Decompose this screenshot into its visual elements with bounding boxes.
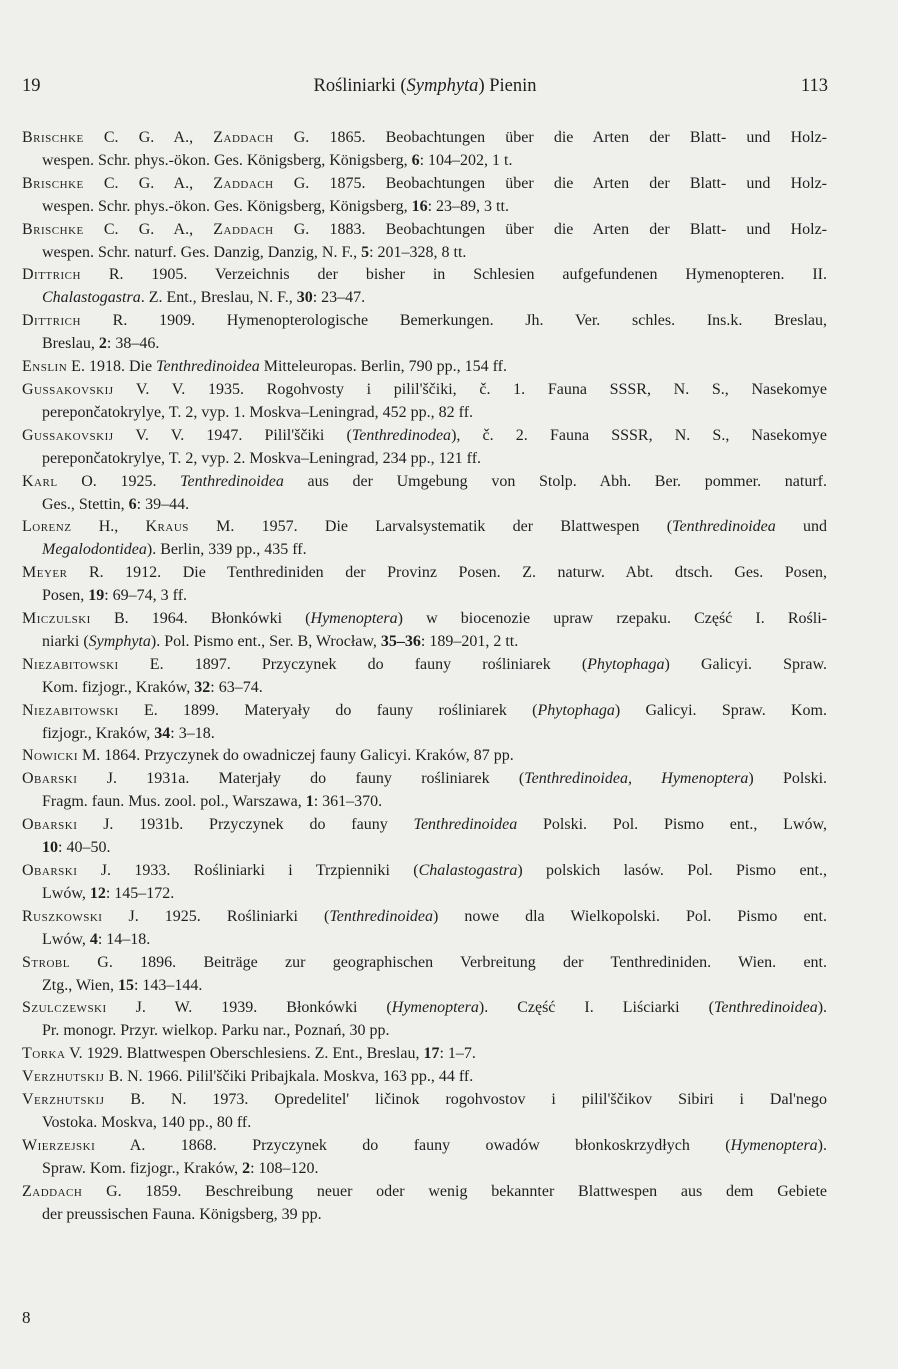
reference-entry: Enslin E. 1918. Die Tenthredinoidea Mitteleuropas. Berlin, 790 pp., 154 ff. <box>22 358 507 376</box>
reference-entry: Dittrich R. 1905. Verzeichnis der bisher in Schlesien aufgefundenen Hymenopteren. II. Chalastogastra. Z. Ent., Breslau, N. F., 30: 23–47. <box>22 266 827 307</box>
reference-entry: Gussakovskij V. V. 1935. Rogohvosty i pilil'ščiki, č. 1. Fauna SSSR, N. S., Nasekomye perepončatokrylye, T. 2, vyp. 1. Moskva–Leningrad, 452 pp., 82 ff. <box>22 380 827 421</box>
reference-entry: Obarski J. 1931b. Przyczynek do fauny Tenthredinoidea Polski. Pol. Pismo ent., Lwów, 10: 40–50. <box>22 816 827 857</box>
reference-entry: Niezabitowski E. 1897. Przyczynek do fauny rośliniarek (Phytophaga) Galicyi. Spraw. Kom. fizjogr., Kraków, 32: 63–74. <box>22 655 828 696</box>
reference-entry: Lorenz H., Kraus M. 1957. Die Larvalsystematik der Blattwespen (Tenthredinoidea und Megalodontidea). Berlin, 339 pp., 435 ff. <box>22 518 828 559</box>
running-header <box>22 76 828 97</box>
page-number: 113 <box>800 76 828 96</box>
reference-entry: Verzhutskij B. N. 1973. Opredelitel' ličinok rogohvostov i pilil'ščikov Sibiri i Dal'nego Vostoka. Moskva, 140 pp., 80 ff. <box>22 1091 827 1131</box>
reference-entry: Ruszkowski J. 1925. Rośliniarki (Tenthredinoidea) nowe dla Wielkopolski. Pol. Pismo ent. Lwów, 4: 14–18. <box>22 907 828 948</box>
reference-entry: Verzhutskij B. N. 1966. Pilil'ščiki Pribajkala. Moskva, 163 pp., 44 ff. <box>22 1068 474 1086</box>
reference-list <box>22 127 827 1227</box>
reference-entry: Brischke C. G. A., Zaddach G. 1883. Beobachtungen über die Arten der Blatt- und Holz- wespen. Schr. naturf. Ges. Danzig, Danzig, N. F., 5: 201–328, 8 tt. <box>22 220 827 261</box>
reference-entry: Niezabitowski E. 1899. Materyały do fauny rośliniarek (Phytophaga) Galicyi. Spraw. Kom. fizjogr., Kraków, 34: 3–18. <box>22 701 828 742</box>
reference-entry: Meyer R. 1912. Die Tenthrediniden der Provinz Posen. Z. naturw. Abt. dtsch. Ges. Posen, Posen, 19: 69–74, 3 ff. <box>22 564 827 605</box>
reference-entry: Miczulski B. 1964. Błonkówki (Hymenoptera) w biocenozie upraw rzepaku. Część I. Rośli- niarki (Symphyta). Pol. Pismo ent., Ser. B, Wrocław, 35–36: 189–201, 2 tt. <box>22 610 827 650</box>
chapter-number: 19 <box>22 76 41 96</box>
reference-entry: Szulczewski J. W. 1939. Błonkówki (Hymenoptera). Część I. Liściarki (Tenthredinoidea). Pr. monogr. Przyr. wielkop. Parku nar., Poznań, 30 pp. <box>22 999 828 1040</box>
reference-entry: Obarski J. 1931a. Materjały do fauny rośliniarek (Tenthredinoidea, Hymenoptera) Polski. Fragm. faun. Mus. zool. pol., Warszawa, 1: 361–370. <box>22 770 828 811</box>
reference-entry: Torka V. 1929. Blattwespen Oberschlesiens. Z. Ent., Breslau, 17: 1–7. <box>22 1045 476 1063</box>
reference-entry: Obarski J. 1933. Rośliniarki i Trzpienniki (Chalastogastra) polskich lasów. Pol. Pismo ent., Lwów, 12: 145–172. <box>22 862 827 902</box>
reference-entry: Karl O. 1925. Tenthredinoidea aus der Umgebung von Stolp. Abh. Ber. pommer. naturf. Ges., Stettin, 6: 39–44. <box>22 472 827 513</box>
reference-entry: Brischke C. G. A., Zaddach G. 1865. Beobachtungen über die Arten der Blatt- und Holz- wespen. Schr. phys.-ökon. Ges. Königsberg, Königsberg, 6: 104–202, 1 t. <box>22 129 827 169</box>
reference-entry: Zaddach G. 1859. Beschreibung neuer oder wenig bekannter Blattwespen aus dem Gebiete der preussischen Fauna. Königsberg, 39 pp. <box>22 1182 827 1223</box>
reference-entry: Gussakovskij V. V. 1947. Pilil'ščiki (Tenthredinodea), č. 2. Fauna SSSR, N. S., Nasekomye perepončatokrylye, T. 2, vyp. 2. Moskva–Leningrad, 234 pp., 121 ff. <box>22 426 828 467</box>
signature-mark: 8 <box>22 1308 31 1327</box>
reference-entry: Nowicki M. 1864. Przyczynek do owadniczej fauny Galicyi. Kraków, 87 pp. <box>22 747 514 765</box>
running-title: Rośliniarki (Symphyta) Pienin <box>313 76 537 96</box>
reference-entry: Strobl G. 1896. Beiträge zur geographischen Verbreitung der Tenthrediniden. Wien. ent. Ztg., Wien, 15: 143–144. <box>22 953 827 994</box>
reference-entry: Dittrich R. 1909. Hymenopterologische Bemerkungen. Jh. Ver. schles. Ins.k. Breslau, Breslau, 2: 38–46. <box>22 312 827 353</box>
reference-entry: Wierzejski A. 1868. Przyczynek do fauny owadów błonkoskrzydłych (Hymenoptera). Spraw. Kom. fizjogr., Kraków, 2: 108–120. <box>22 1136 827 1177</box>
reference-entry: Brischke C. G. A., Zaddach G. 1875. Beobachtungen über die Arten der Blatt- und Holz- wespen. Schr. phys.-ökon. Ges. Königsberg, Königsberg, 16: 23–89, 3 tt. <box>22 174 827 215</box>
